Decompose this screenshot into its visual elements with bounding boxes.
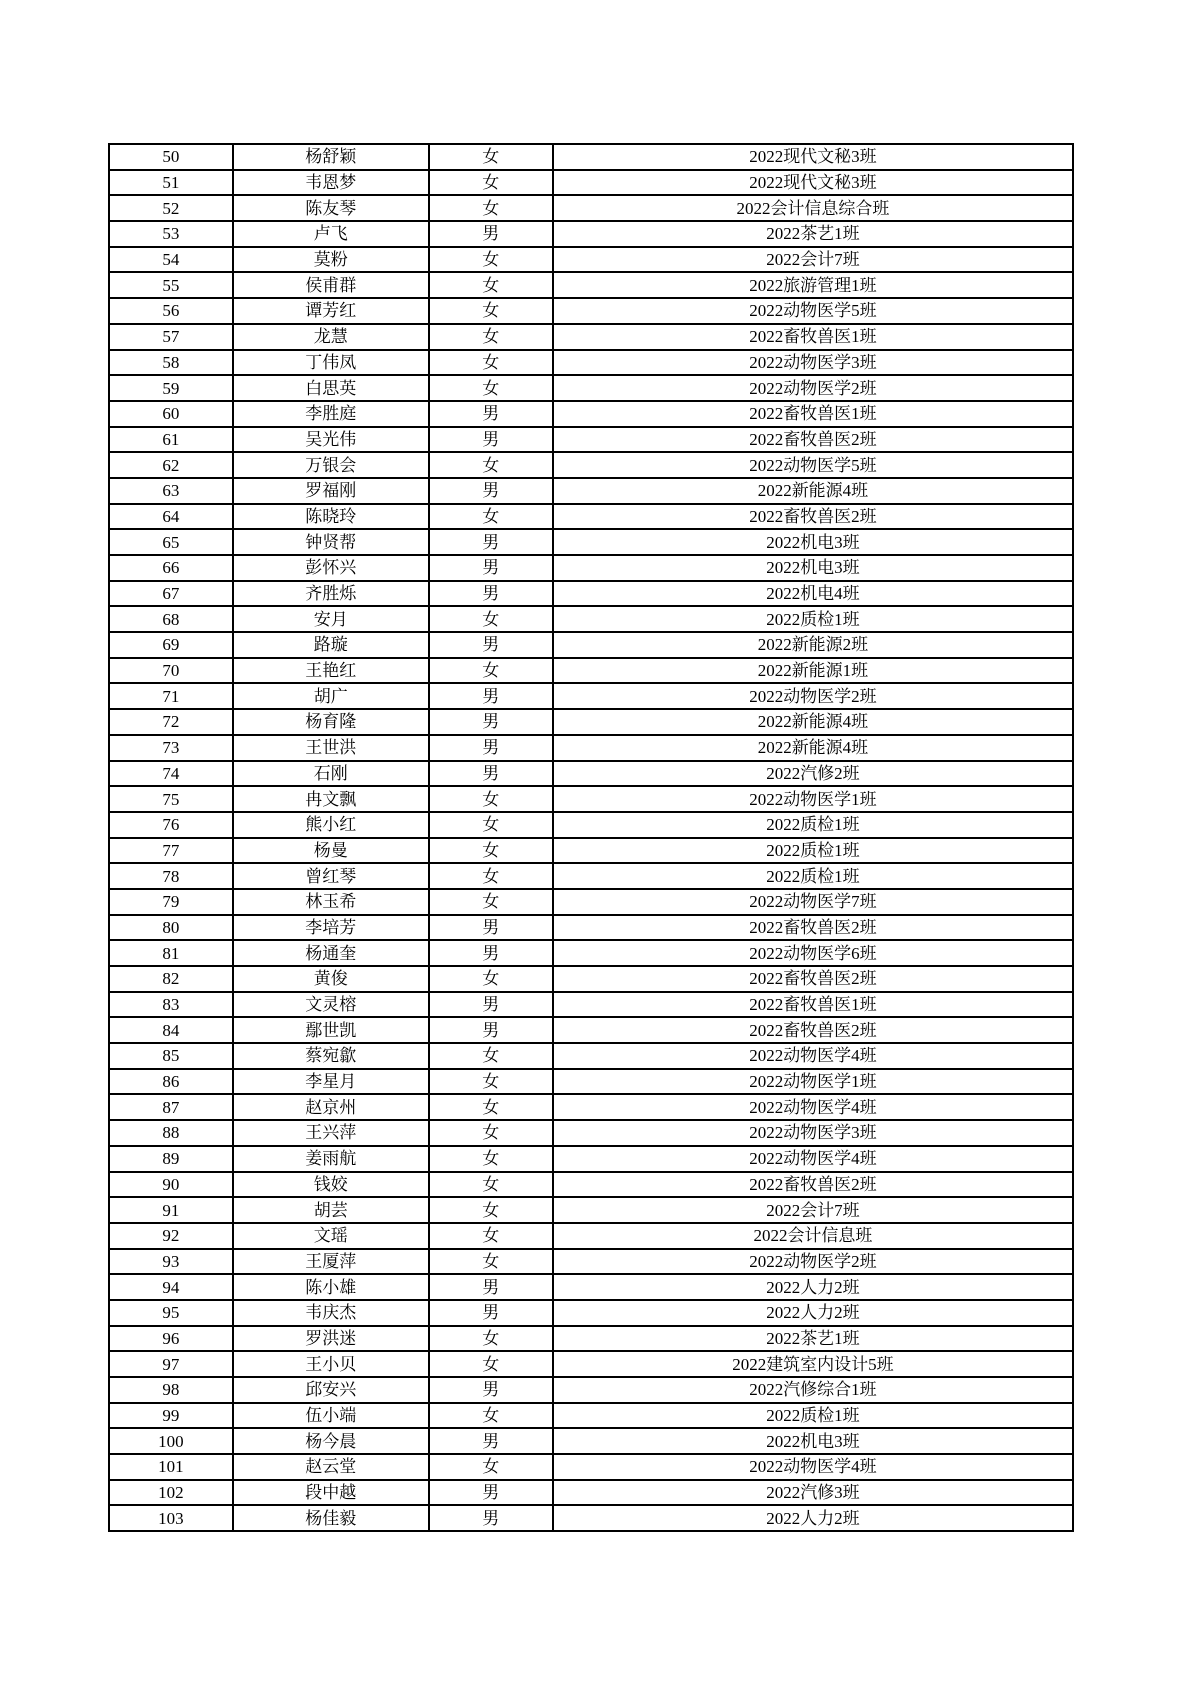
cell-class-name: 2022会计7班 (553, 247, 1073, 273)
cell-student-name: 杨曼 (233, 838, 429, 864)
cell-class-name: 2022动物医学4班 (553, 1146, 1073, 1172)
table-row (109, 838, 1073, 864)
cell-gender: 女 (429, 966, 553, 992)
table-row (109, 375, 1073, 401)
cell-class-name: 2022畜牧兽医2班 (553, 966, 1073, 992)
table-row (109, 1017, 1073, 1043)
cell-gender: 男 (429, 915, 553, 941)
cell-row-number: 65 (109, 529, 233, 555)
table-row (109, 221, 1073, 247)
table-row (109, 1300, 1073, 1326)
cell-class-name: 2022动物医学3班 (553, 350, 1073, 376)
cell-row-number: 63 (109, 478, 233, 504)
cell-row-number: 57 (109, 324, 233, 350)
table-row (109, 144, 1073, 170)
cell-gender: 女 (429, 838, 553, 864)
cell-row-number: 93 (109, 1249, 233, 1275)
cell-row-number: 55 (109, 272, 233, 298)
table-row (109, 992, 1073, 1018)
cell-gender: 女 (429, 1197, 553, 1223)
cell-student-name: 齐胜烁 (233, 581, 429, 607)
cell-row-number: 100 (109, 1428, 233, 1454)
cell-gender: 男 (429, 709, 553, 735)
cell-student-name: 胡广 (233, 683, 429, 709)
cell-class-name: 2022动物医学2班 (553, 683, 1073, 709)
table-row (109, 401, 1073, 427)
cell-class-name: 2022机电3班 (553, 555, 1073, 581)
cell-gender: 女 (429, 1146, 553, 1172)
cell-class-name: 2022动物医学4班 (553, 1043, 1073, 1069)
cell-student-name: 熊小红 (233, 812, 429, 838)
cell-gender: 女 (429, 1172, 553, 1198)
cell-class-name: 2022动物医学4班 (553, 1094, 1073, 1120)
cell-student-name: 陈友琴 (233, 195, 429, 221)
cell-row-number: 102 (109, 1480, 233, 1506)
cell-class-name: 2022畜牧兽医1班 (553, 401, 1073, 427)
cell-gender: 男 (429, 1428, 553, 1454)
cell-row-number: 70 (109, 658, 233, 684)
cell-row-number: 79 (109, 889, 233, 915)
cell-class-name: 2022动物医学5班 (553, 452, 1073, 478)
cell-gender: 女 (429, 1223, 553, 1249)
cell-row-number: 83 (109, 992, 233, 1018)
cell-row-number: 60 (109, 401, 233, 427)
cell-gender: 女 (429, 247, 553, 273)
cell-student-name: 石刚 (233, 761, 429, 787)
table-row (109, 632, 1073, 658)
cell-student-name: 王艳红 (233, 658, 429, 684)
cell-row-number: 71 (109, 683, 233, 709)
cell-row-number: 72 (109, 709, 233, 735)
cell-gender: 女 (429, 504, 553, 530)
cell-class-name: 2022汽修3班 (553, 1480, 1073, 1506)
cell-row-number: 76 (109, 812, 233, 838)
table-row (109, 1146, 1073, 1172)
cell-gender: 女 (429, 375, 553, 401)
cell-class-name: 2022动物医学2班 (553, 1249, 1073, 1275)
cell-gender: 男 (429, 1274, 553, 1300)
cell-gender: 男 (429, 683, 553, 709)
cell-row-number: 62 (109, 452, 233, 478)
cell-class-name: 2022茶艺1班 (553, 1326, 1073, 1352)
cell-row-number: 53 (109, 221, 233, 247)
cell-student-name: 万银会 (233, 452, 429, 478)
table-row (109, 324, 1073, 350)
cell-class-name: 2022动物医学4班 (553, 1454, 1073, 1480)
table-row (109, 452, 1073, 478)
cell-row-number: 69 (109, 632, 233, 658)
cell-student-name: 赵云堂 (233, 1454, 429, 1480)
cell-row-number: 103 (109, 1505, 233, 1531)
cell-row-number: 56 (109, 298, 233, 324)
cell-row-number: 59 (109, 375, 233, 401)
cell-row-number: 68 (109, 606, 233, 632)
cell-class-name: 2022畜牧兽医1班 (553, 992, 1073, 1018)
cell-student-name: 蔡宛歙 (233, 1043, 429, 1069)
cell-student-name: 林玉希 (233, 889, 429, 915)
table-row (109, 247, 1073, 273)
cell-student-name: 段中越 (233, 1480, 429, 1506)
cell-gender: 女 (429, 324, 553, 350)
table-row (109, 1274, 1073, 1300)
cell-row-number: 92 (109, 1223, 233, 1249)
cell-gender: 女 (429, 1094, 553, 1120)
cell-row-number: 82 (109, 966, 233, 992)
cell-gender: 女 (429, 298, 553, 324)
cell-student-name: 吴光伟 (233, 427, 429, 453)
cell-class-name: 2022人力2班 (553, 1505, 1073, 1531)
cell-class-name: 2022质检1班 (553, 606, 1073, 632)
cell-gender: 男 (429, 761, 553, 787)
cell-student-name: 邱安兴 (233, 1377, 429, 1403)
cell-student-name: 王小贝 (233, 1351, 429, 1377)
table-row (109, 1428, 1073, 1454)
cell-row-number: 90 (109, 1172, 233, 1198)
cell-student-name: 李星月 (233, 1069, 429, 1095)
cell-row-number: 77 (109, 838, 233, 864)
table-row (109, 940, 1073, 966)
table-row (109, 504, 1073, 530)
cell-gender: 男 (429, 735, 553, 761)
cell-class-name: 2022动物医学2班 (553, 375, 1073, 401)
cell-class-name: 2022新能源4班 (553, 735, 1073, 761)
cell-gender: 女 (429, 144, 553, 170)
cell-gender: 女 (429, 658, 553, 684)
cell-row-number: 54 (109, 247, 233, 273)
cell-row-number: 89 (109, 1146, 233, 1172)
cell-gender: 女 (429, 889, 553, 915)
cell-student-name: 王世洪 (233, 735, 429, 761)
table-row (109, 966, 1073, 992)
cell-gender: 男 (429, 1480, 553, 1506)
cell-class-name: 2022畜牧兽医2班 (553, 504, 1073, 530)
cell-gender: 女 (429, 195, 553, 221)
cell-gender: 女 (429, 1403, 553, 1429)
table-row (109, 1505, 1073, 1531)
cell-class-name: 2022汽修2班 (553, 761, 1073, 787)
cell-class-name: 2022动物医学3班 (553, 1120, 1073, 1146)
cell-student-name: 莫粉 (233, 247, 429, 273)
cell-row-number: 98 (109, 1377, 233, 1403)
cell-class-name: 2022质检1班 (553, 863, 1073, 889)
cell-row-number: 64 (109, 504, 233, 530)
cell-row-number: 91 (109, 1197, 233, 1223)
cell-student-name: 王厦萍 (233, 1249, 429, 1275)
cell-student-name: 杨舒颖 (233, 144, 429, 170)
cell-gender: 女 (429, 1043, 553, 1069)
table-row (109, 478, 1073, 504)
cell-student-name: 李胜庭 (233, 401, 429, 427)
cell-student-name: 钟贤帮 (233, 529, 429, 555)
cell-gender: 女 (429, 170, 553, 196)
cell-gender: 女 (429, 863, 553, 889)
cell-class-name: 2022机电3班 (553, 529, 1073, 555)
cell-row-number: 75 (109, 786, 233, 812)
cell-student-name: 杨通奎 (233, 940, 429, 966)
cell-gender: 女 (429, 606, 553, 632)
cell-row-number: 61 (109, 427, 233, 453)
cell-class-name: 2022新能源4班 (553, 709, 1073, 735)
cell-class-name: 2022人力2班 (553, 1300, 1073, 1326)
cell-gender: 女 (429, 1120, 553, 1146)
cell-gender: 男 (429, 478, 553, 504)
cell-gender: 男 (429, 940, 553, 966)
cell-student-name: 丁伟凤 (233, 350, 429, 376)
cell-gender: 男 (429, 632, 553, 658)
cell-student-name: 杨育隆 (233, 709, 429, 735)
cell-row-number: 58 (109, 350, 233, 376)
cell-gender: 男 (429, 1300, 553, 1326)
table-row (109, 427, 1073, 453)
cell-row-number: 81 (109, 940, 233, 966)
cell-student-name: 路璇 (233, 632, 429, 658)
cell-gender: 男 (429, 555, 553, 581)
table-row (109, 606, 1073, 632)
cell-student-name: 龙慧 (233, 324, 429, 350)
cell-gender: 男 (429, 529, 553, 555)
table-row (109, 1223, 1073, 1249)
cell-row-number: 80 (109, 915, 233, 941)
table-row (109, 1172, 1073, 1198)
cell-class-name: 2022质检1班 (553, 1403, 1073, 1429)
student-table-body (109, 144, 1073, 1531)
cell-class-name: 2022畜牧兽医2班 (553, 1172, 1073, 1198)
cell-student-name: 冉文飘 (233, 786, 429, 812)
table-row (109, 889, 1073, 915)
table-row (109, 581, 1073, 607)
cell-class-name: 2022动物医学6班 (553, 940, 1073, 966)
cell-row-number: 94 (109, 1274, 233, 1300)
table-row (109, 735, 1073, 761)
cell-student-name: 陈小雄 (233, 1274, 429, 1300)
cell-student-name: 白思英 (233, 375, 429, 401)
cell-student-name: 李培芳 (233, 915, 429, 941)
cell-gender: 男 (429, 581, 553, 607)
cell-student-name: 韦庆杰 (233, 1300, 429, 1326)
table-row (109, 555, 1073, 581)
cell-row-number: 78 (109, 863, 233, 889)
cell-class-name: 2022机电3班 (553, 1428, 1073, 1454)
table-row (109, 298, 1073, 324)
cell-class-name: 2022现代文秘3班 (553, 170, 1073, 196)
cell-student-name: 谭芳红 (233, 298, 429, 324)
table-row (109, 683, 1073, 709)
cell-row-number: 88 (109, 1120, 233, 1146)
cell-row-number: 51 (109, 170, 233, 196)
table-row (109, 863, 1073, 889)
cell-student-name: 王兴萍 (233, 1120, 429, 1146)
cell-gender: 男 (429, 992, 553, 1018)
cell-class-name: 2022畜牧兽医2班 (553, 1017, 1073, 1043)
cell-gender: 女 (429, 1249, 553, 1275)
table-row (109, 658, 1073, 684)
cell-class-name: 2022畜牧兽医2班 (553, 427, 1073, 453)
cell-student-name: 罗福刚 (233, 478, 429, 504)
cell-class-name: 2022人力2班 (553, 1274, 1073, 1300)
cell-student-name: 文瑶 (233, 1223, 429, 1249)
table-row (109, 915, 1073, 941)
cell-gender: 女 (429, 272, 553, 298)
table-row (109, 1480, 1073, 1506)
cell-class-name: 2022汽修综合1班 (553, 1377, 1073, 1403)
cell-row-number: 96 (109, 1326, 233, 1352)
cell-class-name: 2022动物医学7班 (553, 889, 1073, 915)
table-row (109, 1403, 1073, 1429)
table-row (109, 1377, 1073, 1403)
table-row (109, 1249, 1073, 1275)
cell-row-number: 87 (109, 1094, 233, 1120)
cell-row-number: 66 (109, 555, 233, 581)
table-row (109, 170, 1073, 196)
cell-gender: 女 (429, 1326, 553, 1352)
table-row (109, 1326, 1073, 1352)
cell-class-name: 2022动物医学1班 (553, 786, 1073, 812)
cell-class-name: 2022新能源4班 (553, 478, 1073, 504)
cell-student-name: 陈晓玲 (233, 504, 429, 530)
table-row (109, 1069, 1073, 1095)
cell-class-name: 2022茶艺1班 (553, 221, 1073, 247)
cell-row-number: 74 (109, 761, 233, 787)
table-row (109, 1120, 1073, 1146)
cell-class-name: 2022新能源2班 (553, 632, 1073, 658)
table-row (109, 529, 1073, 555)
cell-student-name: 杨今晨 (233, 1428, 429, 1454)
cell-student-name: 韦恩梦 (233, 170, 429, 196)
cell-student-name: 卢飞 (233, 221, 429, 247)
cell-class-name: 2022会计信息综合班 (553, 195, 1073, 221)
cell-student-name: 黄俊 (233, 966, 429, 992)
cell-gender: 男 (429, 221, 553, 247)
cell-gender: 女 (429, 1454, 553, 1480)
table-row (109, 195, 1073, 221)
cell-class-name: 2022会计信息班 (553, 1223, 1073, 1249)
cell-gender: 男 (429, 401, 553, 427)
student-roster-table (108, 143, 1074, 1532)
cell-student-name: 胡芸 (233, 1197, 429, 1223)
cell-row-number: 52 (109, 195, 233, 221)
cell-class-name: 2022畜牧兽医1班 (553, 324, 1073, 350)
cell-student-name: 钱姣 (233, 1172, 429, 1198)
cell-class-name: 2022动物医学1班 (553, 1069, 1073, 1095)
cell-gender: 男 (429, 1377, 553, 1403)
cell-row-number: 86 (109, 1069, 233, 1095)
cell-class-name: 2022畜牧兽医2班 (553, 915, 1073, 941)
cell-gender: 男 (429, 1505, 553, 1531)
cell-student-name: 安月 (233, 606, 429, 632)
cell-class-name: 2022旅游管理1班 (553, 272, 1073, 298)
cell-student-name: 伍小端 (233, 1403, 429, 1429)
cell-student-name: 姜雨航 (233, 1146, 429, 1172)
cell-class-name: 2022建筑室内设计5班 (553, 1351, 1073, 1377)
cell-gender: 女 (429, 1351, 553, 1377)
cell-student-name: 杨佳毅 (233, 1505, 429, 1531)
cell-student-name: 侯甫群 (233, 272, 429, 298)
cell-gender: 女 (429, 452, 553, 478)
cell-row-number: 95 (109, 1300, 233, 1326)
cell-row-number: 97 (109, 1351, 233, 1377)
table-row (109, 350, 1073, 376)
cell-gender: 女 (429, 786, 553, 812)
table-row (109, 1454, 1073, 1480)
cell-gender: 男 (429, 1017, 553, 1043)
cell-class-name: 2022质检1班 (553, 812, 1073, 838)
cell-gender: 女 (429, 1069, 553, 1095)
cell-gender: 女 (429, 812, 553, 838)
table-row (109, 761, 1073, 787)
table-row (109, 1351, 1073, 1377)
table-row (109, 1043, 1073, 1069)
cell-class-name: 2022机电4班 (553, 581, 1073, 607)
cell-student-name: 文灵榕 (233, 992, 429, 1018)
cell-row-number: 85 (109, 1043, 233, 1069)
cell-row-number: 50 (109, 144, 233, 170)
cell-row-number: 67 (109, 581, 233, 607)
cell-student-name: 鄢世凯 (233, 1017, 429, 1043)
cell-gender: 男 (429, 427, 553, 453)
cell-class-name: 2022动物医学5班 (553, 298, 1073, 324)
table-row (109, 786, 1073, 812)
cell-row-number: 73 (109, 735, 233, 761)
table-row (109, 709, 1073, 735)
table-row (109, 1094, 1073, 1120)
cell-class-name: 2022会计7班 (553, 1197, 1073, 1223)
cell-class-name: 2022质检1班 (553, 838, 1073, 864)
table-row (109, 272, 1073, 298)
cell-class-name: 2022现代文秘3班 (553, 144, 1073, 170)
cell-class-name: 2022新能源1班 (553, 658, 1073, 684)
cell-row-number: 84 (109, 1017, 233, 1043)
cell-gender: 女 (429, 350, 553, 376)
cell-row-number: 101 (109, 1454, 233, 1480)
table-row (109, 1197, 1073, 1223)
cell-row-number: 99 (109, 1403, 233, 1429)
cell-student-name: 赵京州 (233, 1094, 429, 1120)
cell-student-name: 罗洪迷 (233, 1326, 429, 1352)
cell-student-name: 曾红琴 (233, 863, 429, 889)
table-row (109, 812, 1073, 838)
cell-student-name: 彭怀兴 (233, 555, 429, 581)
